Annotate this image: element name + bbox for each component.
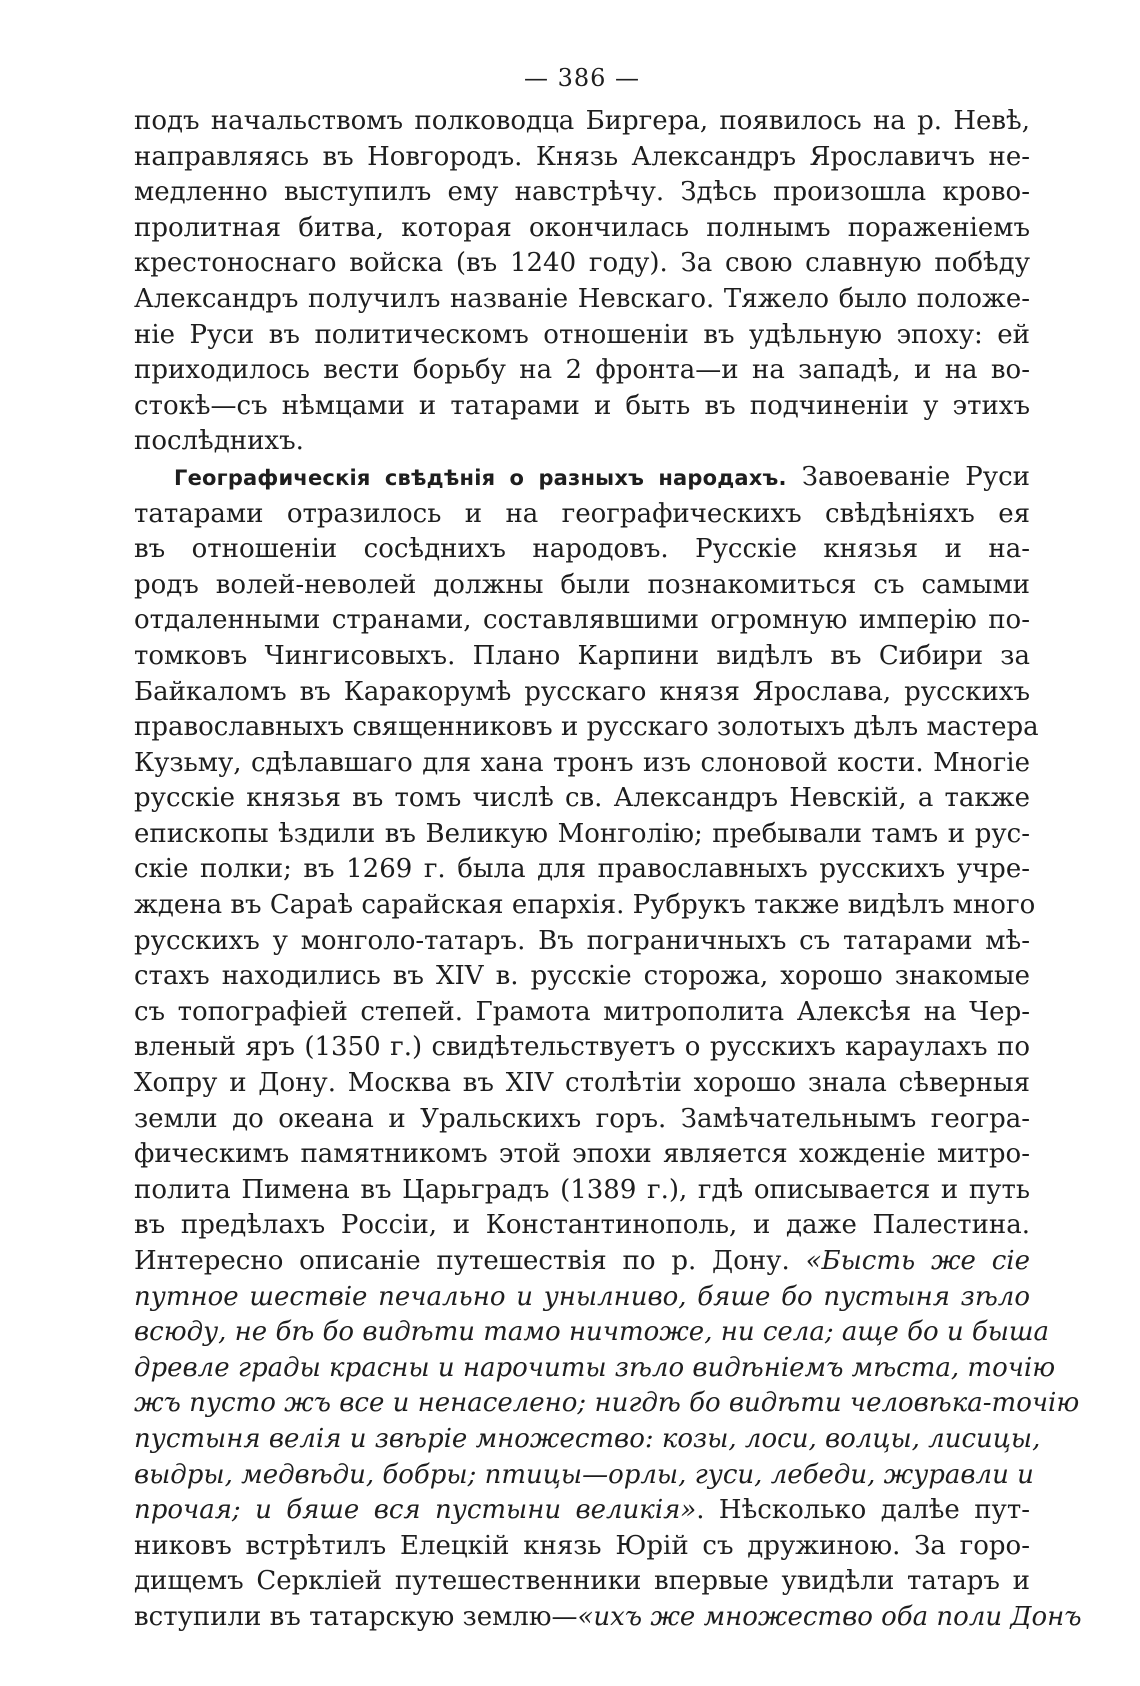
text-segment: съ топографіей степей. Грамота митрополита Алексѣя на Чер-	[134, 996, 1030, 1027]
text-line	[134, 1600, 1082, 1636]
text-segment: вленый яръ (1350 г.) свидѣтельствуетъ о русскихъ караулахъ по	[134, 1032, 1030, 1063]
text-segment: Кузьму, сдѣлавшаго для хана тронъ изъ слоновой кости. Многіе	[134, 747, 1030, 778]
text-line	[134, 959, 1030, 995]
text-segment: Байкаломъ въ Каракорумѣ русскаго князя Ярослава, русскихъ	[134, 676, 1030, 707]
page-number: — 386 —	[523, 64, 641, 92]
text-line	[134, 924, 1030, 960]
text-line	[134, 424, 1030, 460]
text-line	[134, 1422, 1041, 1458]
text-segment: Интересно описаніе путешествія по р. Дону.	[134, 1246, 806, 1276]
text-line	[134, 568, 1030, 604]
text-segment: дищемъ Серкліей путешественники впервые увидѣли татаръ и	[134, 1566, 1030, 1597]
text-segment: направляясь въ Новгородъ. Князь Александръ Ярославичъ не-	[134, 141, 1030, 172]
text-line	[134, 1458, 1034, 1494]
quoted-text: выдры, медвѣди, бобры; птицы—орлы, гуси, лебеди, журавли и	[134, 1459, 1034, 1490]
text-line	[134, 852, 1030, 888]
text-line	[134, 1280, 1030, 1316]
text-line	[134, 1066, 1030, 1102]
text-segment: ждена въ Сараѣ сарайская епархія. Рубрукъ также видѣлъ много	[134, 890, 1036, 921]
text-segment: стахъ находились въ XIV в. русскіе сторожа, хорошо знакомые	[134, 961, 1030, 992]
text-line	[134, 1244, 1030, 1280]
text-line	[134, 817, 1030, 853]
text-line	[134, 353, 1030, 389]
text-line	[134, 318, 1030, 354]
text-segment: татарами отразилось и на географическихъ свѣдѣніяхъ ея	[134, 498, 1030, 529]
text-line	[134, 639, 1030, 675]
text-line	[134, 995, 1030, 1031]
quoted-text: пустыня велія и звѣріе множество: козы, лоси, волцы, лисицы,	[134, 1423, 1041, 1454]
text-segment: вступили въ татарскую землю—	[134, 1601, 578, 1632]
text-line	[134, 781, 1030, 817]
text-segment: крестоноснаго войска (въ 1240 году). За свою славную побѣду	[134, 248, 1030, 279]
text-line	[134, 140, 1030, 176]
text-segment: въ отношеніи сосѣднихъ народовъ. Русскіе князья и на-	[134, 534, 1030, 565]
text-line	[134, 603, 1030, 639]
quoted-text: жъ пусто жъ все и ненаселено; нигдѣ бо видѣти человѣка-точію	[134, 1388, 1080, 1419]
text-line	[134, 104, 1030, 140]
text-segment: скіе полки; въ 1269 г. была для православныхъ русскихъ учре-	[134, 854, 1030, 885]
text-segment: ніе Руси въ политическомъ отношеніи въ удѣльную эпоху: ей	[134, 319, 1030, 350]
text-line	[134, 1102, 1030, 1138]
section-heading: Географическія свѣдѣнія о разныхъ народахъ.	[174, 465, 787, 490]
text-segment: земли до океана и Уральскихъ горъ. Замѣчательнымъ геогра-	[134, 1103, 1030, 1134]
text-segment: Александръ получилъ названіе Невскаго. Тяжело было положе-	[134, 283, 1030, 314]
text-line	[134, 1493, 1030, 1529]
text-segment: Завоеваніе Руси	[786, 461, 1030, 492]
text-segment: отдаленными странами, составлявшими огромную имперію по-	[134, 605, 1030, 636]
text-line	[134, 1315, 1050, 1351]
text-segment: подъ начальствомъ полководца Биргера, появилось на р. Невѣ,	[134, 106, 1030, 136]
text-line	[134, 1030, 1030, 1066]
text-segment: епископы ѣздили въ Великую Монголію; пребывали тамъ и рус-	[134, 818, 1030, 849]
text-segment: полита Пимена въ Царьградъ (1389 г.), гдѣ описывается и путь	[134, 1174, 1030, 1205]
text-segment: . Нѣсколько далѣе пут-	[696, 1495, 1030, 1526]
text-line	[134, 710, 1039, 746]
text-segment: православныхъ священниковъ и русскаго золотыхъ дѣлъ мастера	[134, 712, 1039, 743]
text-segment: въ предѣлахъ Россіи, и Константинополь, и даже Палестина.	[134, 1210, 1030, 1241]
text-line	[134, 1386, 1080, 1422]
text-line	[134, 211, 1030, 247]
text-line	[134, 675, 1030, 711]
text-line	[134, 746, 1030, 782]
text-line	[134, 1173, 1030, 1209]
text-line	[134, 282, 1030, 318]
text-segment: пролитная битва, которая окончилась полнымъ пораженіемъ	[134, 212, 1030, 243]
text-line	[134, 888, 1036, 924]
text-line	[134, 1529, 1030, 1565]
text-segment: медленно выступилъ ему навстрѣчу. Здѣсь произошла крово-	[134, 177, 1030, 208]
quoted-text: всюду, не бѣ бо видѣти тамо ничтоже, ни села; аще бо и быша	[134, 1317, 1050, 1348]
text-line	[134, 1137, 1030, 1173]
text-line	[134, 460, 1030, 497]
text-segment: родъ волей-неволей должны были познакомиться съ самыми	[134, 569, 1030, 600]
quoted-text: «Бысть же сіе	[805, 1246, 1031, 1276]
text-line	[134, 1564, 1030, 1600]
text-segment: никовъ встрѣтилъ Елецкій князь Юрій съ дружиною. За горо-	[134, 1530, 1030, 1561]
text-line	[134, 1208, 1030, 1244]
quoted-text: путное шествіе печально и унылниво, бяше бо пустыня зѣло	[134, 1281, 1030, 1312]
quoted-text: «ихъ же множество оба поли Донъ	[577, 1601, 1082, 1632]
quoted-text: древле грады красны и нарочиты зѣло видѣніемъ мѣста, точію	[134, 1352, 1056, 1383]
text-segment: стокѣ—съ нѣмцами и татарами и быть въ подчиненіи у этихъ	[134, 390, 1030, 421]
text-segment: Хопру и Дону. Москва въ XIV столѣтіи хорошо знала сѣверныя	[134, 1068, 1030, 1099]
body-text	[134, 104, 1082, 1636]
text-segment: русскіе князья въ томъ числѣ св. Александръ Невскій, а также	[134, 783, 1030, 814]
text-segment: русскихъ у монголо-татаръ. Въ пограничныхъ съ татарами мѣ-	[134, 925, 1030, 956]
book-page	[134, 60, 1082, 1670]
quoted-text: прочая; и бяше вся пустыни великія»	[134, 1495, 697, 1526]
text-line	[134, 1351, 1056, 1387]
text-segment: приходилось вести борьбу на 2 фронта—и на западѣ, и на во-	[134, 355, 1030, 386]
text-line	[134, 497, 1030, 533]
text-segment: фическимъ памятникомъ этой эпохи является хожденіе митро-	[134, 1139, 1030, 1170]
text-segment: томковъ Чингисовыхъ. Плано Карпини видѣлъ въ Сибири за	[134, 640, 1030, 671]
text-line	[134, 246, 1030, 282]
text-segment: послѣднихъ.	[134, 426, 304, 457]
text-line	[134, 532, 1030, 568]
text-line	[134, 175, 1030, 211]
text-line	[134, 389, 1030, 425]
